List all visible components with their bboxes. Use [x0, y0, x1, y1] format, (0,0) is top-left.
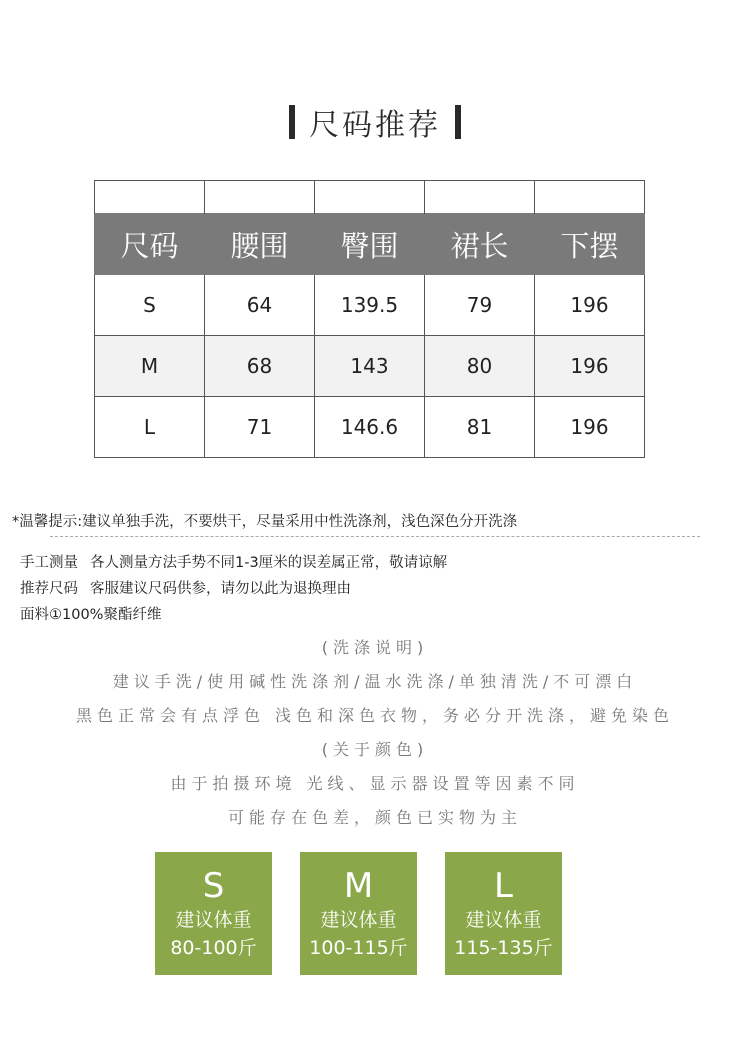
care-line: 由于拍摄环境 光线、显示器设置等因素不同 [170, 774, 580, 793]
weight-card-m [300, 852, 417, 975]
card-size: L [494, 865, 513, 906]
card-size: S [202, 865, 225, 906]
cell-hip: 143 [315, 336, 425, 397]
header-hem: 下摆 [535, 214, 645, 275]
cell-length: 81 [425, 397, 535, 458]
info-label: 推荐尺码 [20, 581, 78, 597]
info-line [20, 550, 447, 576]
weight-card-l [445, 852, 562, 975]
cell-hem: 196 [535, 397, 645, 458]
card-range: 80-100斤 [170, 936, 257, 959]
header-length: 裙长 [425, 214, 535, 275]
cell-hip: 146.6 [315, 397, 425, 458]
info-label: 手工测量 [20, 555, 78, 571]
info-text: 客服建议尺码供参，请勿以此为退换理由 [90, 581, 351, 597]
dashed-divider [50, 536, 700, 537]
info-section [20, 550, 447, 628]
title-section [0, 100, 750, 144]
table-row [95, 336, 645, 397]
page-title-text: 尺码推荐 [309, 108, 441, 143]
info-text: 各人测量方法手势不同1-3厘米的误差属正常，敬请谅解 [90, 555, 448, 571]
cell-hip: 139.5 [315, 275, 425, 336]
page-title [289, 100, 461, 144]
info-label: 面料①100%聚酯纤维 [20, 607, 162, 623]
care-instructions [0, 636, 750, 840]
cell-size: S [95, 275, 205, 336]
cell-hem: 196 [535, 275, 645, 336]
title-bar-right [455, 105, 461, 139]
cell-length: 80 [425, 336, 535, 397]
cell-size: L [95, 397, 205, 458]
info-line [20, 602, 447, 628]
header-waist: 腰围 [205, 214, 315, 275]
care-line: (洗涤说明) [321, 638, 429, 657]
title-bar-left [289, 105, 295, 139]
cell-hem: 196 [535, 336, 645, 397]
table-header-row [95, 214, 645, 275]
cell-size: M [95, 336, 205, 397]
card-range: 100-115斤 [309, 936, 408, 959]
care-line: 可能存在色差，颜色已实物为主 [227, 808, 522, 827]
card-label: 建议体重 [465, 908, 542, 931]
card-label: 建议体重 [175, 908, 252, 931]
table-row [95, 275, 645, 336]
card-label: 建议体重 [320, 908, 397, 931]
size-table [94, 180, 645, 458]
cell-waist: 68 [205, 336, 315, 397]
care-line: (关于颜色) [321, 740, 429, 759]
care-tip: *温馨提示:建议单独手洗，不要烘干，尽量采用中性洗涤剂，浅色深色分开洗涤 [12, 514, 518, 530]
cell-waist: 64 [205, 275, 315, 336]
cell-length: 79 [425, 275, 535, 336]
care-line: 建议手洗/使用碱性洗涤剂/温水洗涤/单独清洗/不可漂白 [112, 672, 638, 691]
care-line: 黑色正常会有点浮色 浅色和深色衣物，务必分开洗涤，避免染色 [75, 706, 675, 725]
weight-cards [155, 852, 562, 975]
table-row [95, 397, 645, 458]
info-line [20, 576, 447, 602]
header-hip: 臀围 [315, 214, 425, 275]
cell-waist: 71 [205, 397, 315, 458]
header-size: 尺码 [95, 214, 205, 275]
card-size: M [343, 865, 374, 906]
weight-card-s [155, 852, 272, 975]
card-range: 115-135斤 [454, 936, 553, 959]
table-spacer-row [95, 181, 645, 214]
